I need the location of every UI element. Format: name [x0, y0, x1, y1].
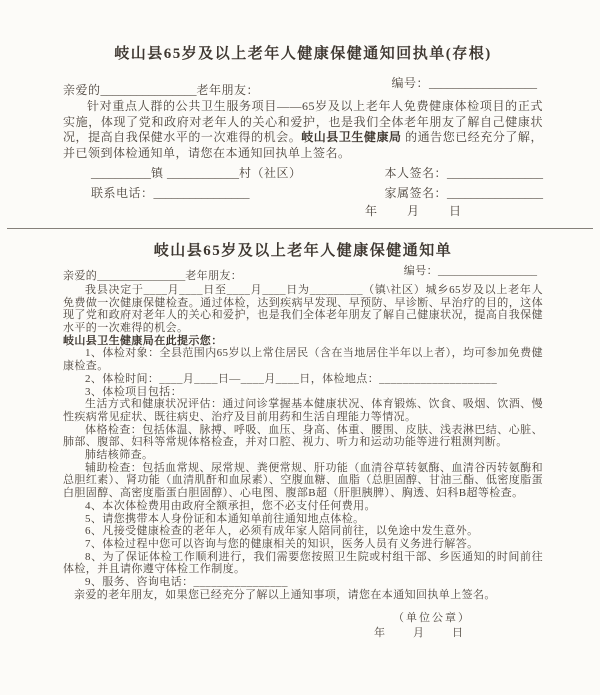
- stub-greeting-prefix: 亲爱的: [63, 82, 101, 97]
- notice-greeting-prefix: 亲爱的: [63, 270, 98, 283]
- notice-item-9: 9、服务、咨询电话：________________: [85, 576, 288, 589]
- stub-greeting-suffix: 老年朋友：: [196, 82, 260, 97]
- notice-item-3-sub-physical: 体格检查：包括体温、脉搏、呼吸、血压、身高、体重、腰围、皮肤、浅表淋巴结、心脏、肺部、腹部、妇科等常规体格检查，并对口腔、视力、听力和运动功能等进行粗测判断。: [63, 423, 543, 449]
- stub-section: [0, 0, 600, 220]
- stub-village-blank: ____________: [167, 165, 240, 180]
- notice-item-7: 7、体检过程中您可以咨询与您的健康相关的知识，医务人员有义务进行解答。: [85, 537, 479, 550]
- notice-item-4: 4、本次体检费用由政府全额承担，您不必支付任何费用。: [85, 499, 376, 512]
- stub-body-bold-agency: 岐山县卫生健康局: [301, 130, 402, 144]
- stub-self-sign-blank: ________________: [447, 165, 543, 180]
- notice-item-6: 6、凡接受健康检查的老年人，必须有成年家人陪同前往，以免途中发生意外。: [85, 525, 479, 538]
- stub-village-label: 村（社区）: [239, 165, 302, 180]
- stub-body-text-after: 的通告您已经充分了解，并已领到体检通知单，请您在本通知回执单上签名。: [63, 130, 543, 160]
- notice-item-3-sub-lifestyle: 生活方式和健康状况评估：通过问诊掌握基本健康状况、体育锻炼、饮食、吸烟、饮酒、慢性疾病常见症状、既往病史、治疗及目前用药和生活自理能力等情况。: [63, 398, 543, 423]
- notice-number-blank: __________________: [438, 264, 537, 277]
- notice-item-8: 8、为了保证体检工作顺利进行，我们需要您按照卫生院或村组干部、乡医通知的时间前往体检，并且请你遵守体检工作制度。: [63, 550, 543, 576]
- notice-greeting-blank: ________________: [97, 270, 186, 283]
- stub-greeting-blank: ________________: [100, 82, 197, 97]
- notice-section: [0, 229, 600, 640]
- notice-item-5: 5、请您携带本人身份证和本通知单前往通知地点体检。: [85, 512, 365, 525]
- stub-title: 岐山县65岁及以上老年人健康保健通知回执单(存根): [114, 46, 492, 62]
- stub-self-sign-label: 本人签名：: [384, 165, 447, 180]
- stub-phone-field: [63, 186, 250, 202]
- notice-item-3-sub-tb: 肺结核筛查。: [85, 449, 154, 462]
- stub-town-label: 镇: [151, 165, 164, 180]
- stub-phone-blank: ________________: [153, 185, 250, 200]
- notice-closing: 亲爱的老年朋友，如果您已经充分了解以上通知事项，请您在本通知回执单上签名。: [74, 588, 496, 601]
- stub-family-sign-label: 家属签名：: [384, 185, 447, 200]
- stub-form-row-location: [63, 166, 543, 182]
- notice-item-3: 3、体检项目包括：: [85, 385, 183, 398]
- stub-phone-label: 联系电话：: [91, 185, 154, 200]
- stub-form-row-contact: [63, 186, 543, 202]
- stub-date-line: 年 月 日: [364, 204, 463, 218]
- stub-self-sign-field: [384, 166, 543, 182]
- notice-seal-line: （单位公章）: [393, 612, 471, 625]
- notice-date-line: 年 月 日: [374, 627, 465, 640]
- notice-hint-heading: 岐山县卫生健康局在此提示您：: [63, 334, 223, 347]
- notice-item-1: 1、体检对象：全县范围内65岁以上常住居民（含在当地居住半年以上者），均可参加免费健康检查。: [63, 347, 543, 373]
- notice-item-3-sub-lab: 辅助检查：包括血常规、尿常规、粪便常规、肝功能（血清谷草转氨酶、血清谷丙转氨酶和总胆红素）、肾功能（血清肌酐和血尿素）、空腹血糖、血脂（总胆固醇、甘油三酯、低密度脂蛋白胆固醇、高密度脂蛋白胆固醇）、心电图、腹部B超（肝胆胰脾）、胸透、妇科B超等检查。: [63, 461, 543, 500]
- stub-number-blank: __________________: [429, 76, 537, 90]
- stub-number-label: 编号：: [391, 76, 429, 90]
- stub-family-sign-blank: ________________: [447, 185, 543, 200]
- stub-location-fields: [63, 166, 302, 182]
- notice-intro-paragraph: 我县决定于____月____日至____月____日为_________（镇\社区）城乡65岁及以上老年人免费做一次健康保健检查。通过体检，达到疾病早发现、早预防、早诊断、早治疗的目的，这体现了党和政府对老年人的关心和爱护，也是我们全体老年朋友了解自己健康状况，提高自我保健水平的一次难得的机会。: [63, 283, 543, 335]
- notice-greeting-suffix: 老年朋友：: [185, 270, 243, 283]
- stub-body-text: 针对重点人群的公共卫生服务项目——65岁及以上老年人免费健康体检项目的正式实施，体现了党和政府对老年人的关心和爱护，也是我们全体老年朋友了解自己健康状况，提高自我保健水平的一次难得的机会。: [63, 99, 543, 144]
- notice-number-label: 编号：: [403, 264, 438, 277]
- stub-body-paragraph: [63, 99, 543, 161]
- notice-title: 岐山县65岁及以上老年人健康保健通知单: [153, 242, 453, 259]
- stub-family-sign-field: [384, 186, 543, 202]
- notice-item-2: 2、体检时间：____月____日—____月____日，体检地点：____________________: [85, 372, 498, 385]
- stub-town-blank: __________: [91, 165, 151, 180]
